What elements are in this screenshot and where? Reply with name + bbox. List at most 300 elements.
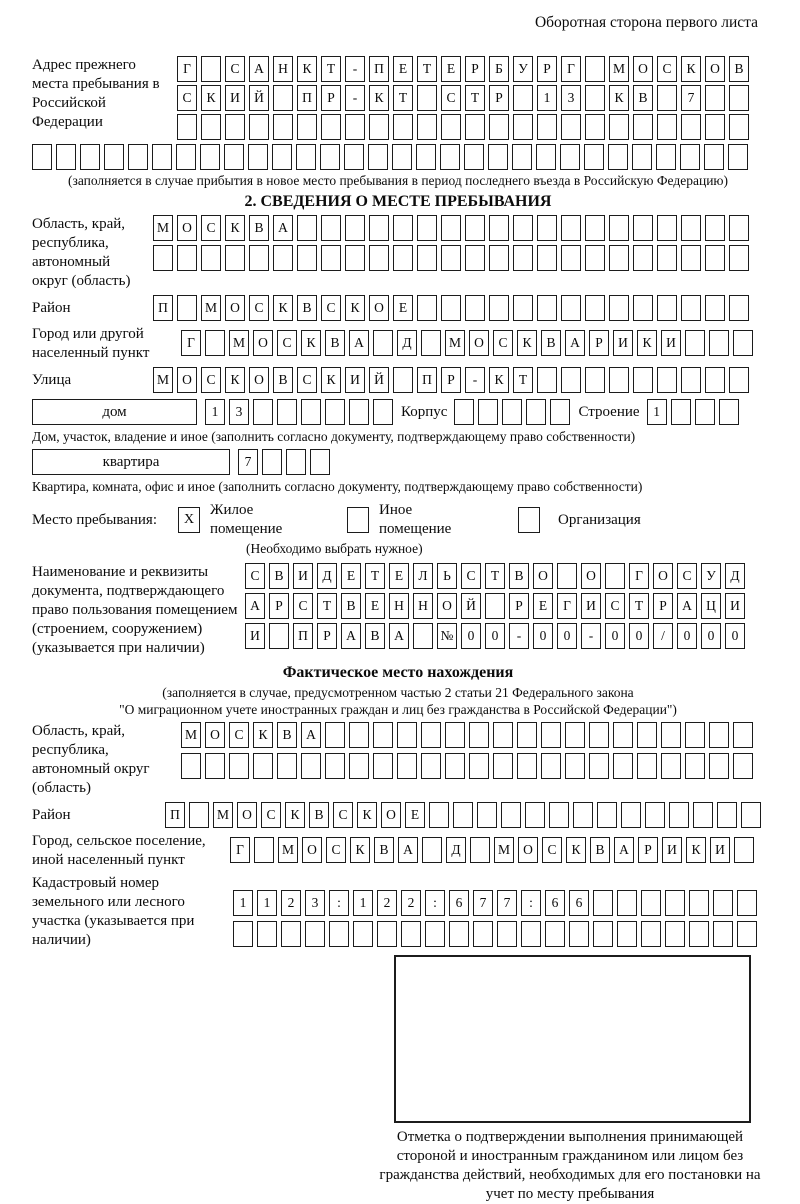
char-cell[interactable]: [329, 921, 349, 947]
char-cell[interactable]: [585, 367, 605, 393]
char-cell[interactable]: Г: [181, 330, 201, 356]
char-cell[interactable]: [657, 245, 677, 271]
char-cell[interactable]: [353, 921, 373, 947]
char-cell[interactable]: [469, 753, 489, 779]
char-cell[interactable]: [537, 367, 557, 393]
char-cell[interactable]: [526, 399, 546, 425]
char-cell[interactable]: 0: [701, 623, 721, 649]
char-cell[interactable]: 3: [305, 890, 325, 916]
char-cell[interactable]: [513, 215, 533, 241]
char-cell[interactable]: [541, 722, 561, 748]
char-cell[interactable]: [656, 144, 676, 170]
char-cell[interactable]: [513, 85, 533, 111]
char-cell[interactable]: И: [662, 837, 682, 863]
char-cell[interactable]: М: [445, 330, 465, 356]
char-cell[interactable]: [489, 245, 509, 271]
char-cell[interactable]: [729, 367, 749, 393]
char-cell[interactable]: М: [201, 295, 221, 321]
char-cell[interactable]: В: [633, 85, 653, 111]
char-cell[interactable]: [417, 85, 437, 111]
char-cell[interactable]: -: [509, 623, 529, 649]
char-cell[interactable]: [189, 802, 209, 828]
char-cell[interactable]: [729, 295, 749, 321]
char-cell[interactable]: [661, 753, 681, 779]
char-cell[interactable]: [637, 722, 657, 748]
char-cell[interactable]: [541, 753, 561, 779]
char-cell[interactable]: [609, 295, 629, 321]
char-cell[interactable]: [344, 144, 364, 170]
char-cell[interactable]: О: [369, 295, 389, 321]
char-cell[interactable]: Т: [465, 85, 485, 111]
char-cell[interactable]: [681, 367, 701, 393]
char-cell[interactable]: [637, 753, 657, 779]
char-cell[interactable]: [325, 722, 345, 748]
char-cell[interactable]: [605, 563, 625, 589]
char-cell[interactable]: С: [441, 85, 461, 111]
char-cell[interactable]: Т: [513, 367, 533, 393]
char-cell[interactable]: [429, 802, 449, 828]
char-cell[interactable]: [128, 144, 148, 170]
char-cell[interactable]: [422, 837, 442, 863]
char-cell[interactable]: Т: [365, 563, 385, 589]
char-cell[interactable]: [705, 114, 725, 140]
char-cell[interactable]: [464, 144, 484, 170]
char-cell[interactable]: [661, 722, 681, 748]
char-cell[interactable]: Б: [489, 56, 509, 82]
char-cell[interactable]: [224, 144, 244, 170]
char-cell[interactable]: 1: [537, 85, 557, 111]
char-cell[interactable]: [608, 144, 628, 170]
char-cell[interactable]: [445, 753, 465, 779]
char-cell[interactable]: [741, 802, 761, 828]
char-cell[interactable]: М: [278, 837, 298, 863]
char-cell[interactable]: [729, 245, 749, 271]
char-cell[interactable]: [393, 245, 413, 271]
char-cell[interactable]: [297, 245, 317, 271]
char-cell[interactable]: И: [245, 623, 265, 649]
char-cell[interactable]: [345, 245, 365, 271]
char-cell[interactable]: [561, 114, 581, 140]
char-cell[interactable]: [733, 330, 753, 356]
char-cell[interactable]: В: [541, 330, 561, 356]
char-cell[interactable]: Р: [489, 85, 509, 111]
char-cell[interactable]: [421, 753, 441, 779]
char-cell[interactable]: [513, 114, 533, 140]
char-cell[interactable]: А: [273, 215, 293, 241]
char-cell[interactable]: Р: [589, 330, 609, 356]
char-cell[interactable]: К: [369, 85, 389, 111]
char-cell[interactable]: 1: [647, 399, 667, 425]
char-cell[interactable]: [273, 85, 293, 111]
char-cell[interactable]: [681, 245, 701, 271]
char-cell[interactable]: О: [705, 56, 725, 82]
char-cell[interactable]: [253, 399, 273, 425]
char-cell[interactable]: [485, 593, 505, 619]
char-cell[interactable]: [681, 295, 701, 321]
char-cell[interactable]: [441, 215, 461, 241]
char-cell[interactable]: [633, 114, 653, 140]
char-cell[interactable]: [349, 753, 369, 779]
char-cell[interactable]: -: [581, 623, 601, 649]
char-cell[interactable]: Л: [413, 563, 433, 589]
char-cell[interactable]: Е: [365, 593, 385, 619]
char-cell[interactable]: /: [653, 623, 673, 649]
char-cell[interactable]: [254, 837, 274, 863]
char-cell[interactable]: Т: [321, 56, 341, 82]
char-cell[interactable]: [393, 114, 413, 140]
char-cell[interactable]: Е: [341, 563, 361, 589]
char-cell[interactable]: Т: [417, 56, 437, 82]
char-cell[interactable]: А: [349, 330, 369, 356]
char-cell[interactable]: [489, 295, 509, 321]
char-cell[interactable]: 2: [281, 890, 301, 916]
char-cell[interactable]: [517, 722, 537, 748]
char-cell[interactable]: Д: [317, 563, 337, 589]
char-cell[interactable]: 7: [681, 85, 701, 111]
char-cell[interactable]: [310, 449, 330, 475]
char-cell[interactable]: Ц: [701, 593, 721, 619]
char-cell[interactable]: [296, 144, 316, 170]
char-cell[interactable]: [565, 753, 585, 779]
char-cell[interactable]: [632, 144, 652, 170]
char-cell[interactable]: С: [201, 367, 221, 393]
char-cell[interactable]: [286, 449, 306, 475]
char-cell[interactable]: [277, 753, 297, 779]
char-cell[interactable]: [373, 399, 393, 425]
char-cell[interactable]: 0: [629, 623, 649, 649]
char-cell[interactable]: У: [701, 563, 721, 589]
char-cell[interactable]: 0: [485, 623, 505, 649]
char-cell[interactable]: [321, 215, 341, 241]
char-cell[interactable]: №: [437, 623, 457, 649]
char-cell[interactable]: :: [425, 890, 445, 916]
char-cell[interactable]: [641, 921, 661, 947]
char-cell[interactable]: С: [245, 563, 265, 589]
char-cell[interactable]: Г: [557, 593, 577, 619]
char-cell[interactable]: [737, 921, 757, 947]
char-cell[interactable]: [733, 722, 753, 748]
char-cell[interactable]: А: [245, 593, 265, 619]
char-cell[interactable]: [517, 753, 537, 779]
char-cell[interactable]: [262, 449, 282, 475]
char-cell[interactable]: [657, 215, 677, 241]
char-cell[interactable]: О: [253, 330, 273, 356]
char-cell[interactable]: [561, 367, 581, 393]
char-cell[interactable]: Й: [369, 367, 389, 393]
char-cell[interactable]: [709, 330, 729, 356]
char-cell[interactable]: [277, 399, 297, 425]
char-cell[interactable]: [441, 245, 461, 271]
char-cell[interactable]: [525, 802, 545, 828]
char-cell[interactable]: [441, 295, 461, 321]
char-cell[interactable]: 0: [557, 623, 577, 649]
char-cell[interactable]: [585, 295, 605, 321]
char-cell[interactable]: 1: [353, 890, 373, 916]
char-cell[interactable]: [609, 367, 629, 393]
char-cell[interactable]: Й: [461, 593, 481, 619]
char-cell[interactable]: [421, 330, 441, 356]
char-cell[interactable]: Е: [441, 56, 461, 82]
char-cell[interactable]: [80, 144, 100, 170]
char-cell[interactable]: [449, 921, 469, 947]
char-cell[interactable]: У: [513, 56, 533, 82]
char-cell[interactable]: [417, 295, 437, 321]
residence-type-checkbox-org[interactable]: [518, 507, 540, 533]
char-cell[interactable]: [501, 802, 521, 828]
char-cell[interactable]: [589, 753, 609, 779]
char-cell[interactable]: Д: [397, 330, 417, 356]
char-cell[interactable]: :: [521, 890, 541, 916]
char-cell[interactable]: [200, 144, 220, 170]
char-cell[interactable]: [201, 114, 221, 140]
char-cell[interactable]: [297, 114, 317, 140]
char-cell[interactable]: [695, 399, 715, 425]
char-cell[interactable]: О: [225, 295, 245, 321]
char-cell[interactable]: [465, 295, 485, 321]
char-cell[interactable]: А: [249, 56, 269, 82]
char-cell[interactable]: В: [729, 56, 749, 82]
char-cell[interactable]: Р: [269, 593, 289, 619]
char-cell[interactable]: Д: [446, 837, 466, 863]
char-cell[interactable]: К: [273, 295, 293, 321]
char-cell[interactable]: П: [165, 802, 185, 828]
char-cell[interactable]: М: [609, 56, 629, 82]
char-cell[interactable]: [248, 144, 268, 170]
char-cell[interactable]: [368, 144, 388, 170]
char-cell[interactable]: С: [249, 295, 269, 321]
char-cell[interactable]: [689, 890, 709, 916]
char-cell[interactable]: Р: [465, 56, 485, 82]
char-cell[interactable]: [729, 85, 749, 111]
char-cell[interactable]: [392, 144, 412, 170]
char-cell[interactable]: К: [345, 295, 365, 321]
char-cell[interactable]: К: [489, 367, 509, 393]
char-cell[interactable]: Н: [413, 593, 433, 619]
char-cell[interactable]: К: [225, 367, 245, 393]
char-cell[interactable]: К: [225, 215, 245, 241]
char-cell[interactable]: О: [437, 593, 457, 619]
char-cell[interactable]: Й: [249, 85, 269, 111]
char-cell[interactable]: [349, 399, 369, 425]
char-cell[interactable]: [493, 722, 513, 748]
char-cell[interactable]: [665, 890, 685, 916]
char-cell[interactable]: [689, 921, 709, 947]
char-cell[interactable]: Н: [389, 593, 409, 619]
char-cell[interactable]: А: [565, 330, 585, 356]
char-cell[interactable]: [617, 890, 637, 916]
char-cell[interactable]: Т: [317, 593, 337, 619]
char-cell[interactable]: [621, 802, 641, 828]
char-cell[interactable]: [609, 215, 629, 241]
char-cell[interactable]: О: [518, 837, 538, 863]
char-cell[interactable]: [709, 753, 729, 779]
char-cell[interactable]: К: [681, 56, 701, 82]
char-cell[interactable]: [325, 399, 345, 425]
char-cell[interactable]: [497, 921, 517, 947]
char-cell[interactable]: В: [297, 295, 317, 321]
char-cell[interactable]: И: [661, 330, 681, 356]
char-cell[interactable]: [373, 330, 393, 356]
char-cell[interactable]: Р: [317, 623, 337, 649]
char-cell[interactable]: С: [277, 330, 297, 356]
char-cell[interactable]: 6: [569, 890, 589, 916]
residence-type-checkbox-zhiloe[interactable]: X: [178, 507, 200, 533]
char-cell[interactable]: [301, 753, 321, 779]
char-cell[interactable]: [417, 215, 437, 241]
char-cell[interactable]: [705, 85, 725, 111]
char-cell[interactable]: С: [493, 330, 513, 356]
char-cell[interactable]: О: [302, 837, 322, 863]
char-cell[interactable]: [201, 56, 221, 82]
char-cell[interactable]: [585, 215, 605, 241]
char-cell[interactable]: 0: [533, 623, 553, 649]
char-cell[interactable]: К: [637, 330, 657, 356]
char-cell[interactable]: П: [153, 295, 173, 321]
char-cell[interactable]: [153, 245, 173, 271]
char-cell[interactable]: 6: [449, 890, 469, 916]
char-cell[interactable]: [737, 890, 757, 916]
char-cell[interactable]: [152, 144, 172, 170]
char-cell[interactable]: :: [329, 890, 349, 916]
char-cell[interactable]: [561, 245, 581, 271]
char-cell[interactable]: [729, 215, 749, 241]
char-cell[interactable]: 6: [545, 890, 565, 916]
char-cell[interactable]: В: [365, 623, 385, 649]
char-cell[interactable]: 7: [497, 890, 517, 916]
char-cell[interactable]: [465, 245, 485, 271]
char-cell[interactable]: [617, 921, 637, 947]
char-cell[interactable]: Т: [485, 563, 505, 589]
char-cell[interactable]: [345, 114, 365, 140]
char-cell[interactable]: О: [533, 563, 553, 589]
char-cell[interactable]: [301, 399, 321, 425]
char-cell[interactable]: [557, 563, 577, 589]
char-cell[interactable]: [465, 114, 485, 140]
char-cell[interactable]: [537, 215, 557, 241]
char-cell[interactable]: 3: [561, 85, 581, 111]
char-cell[interactable]: [369, 245, 389, 271]
char-cell[interactable]: [717, 802, 737, 828]
char-cell[interactable]: О: [237, 802, 257, 828]
char-cell[interactable]: 1: [233, 890, 253, 916]
char-cell[interactable]: [585, 85, 605, 111]
char-cell[interactable]: В: [249, 215, 269, 241]
char-cell[interactable]: [705, 215, 725, 241]
char-cell[interactable]: [440, 144, 460, 170]
char-cell[interactable]: [560, 144, 580, 170]
char-cell[interactable]: [657, 295, 677, 321]
char-cell[interactable]: И: [581, 593, 601, 619]
char-cell[interactable]: Г: [629, 563, 649, 589]
char-cell[interactable]: Т: [393, 85, 413, 111]
char-cell[interactable]: [104, 144, 124, 170]
char-cell[interactable]: [633, 295, 653, 321]
char-cell[interactable]: [320, 144, 340, 170]
char-cell[interactable]: К: [350, 837, 370, 863]
char-cell[interactable]: -: [345, 56, 365, 82]
char-cell[interactable]: Р: [653, 593, 673, 619]
char-cell[interactable]: [416, 144, 436, 170]
char-cell[interactable]: [493, 753, 513, 779]
char-cell[interactable]: [272, 144, 292, 170]
char-cell[interactable]: О: [249, 367, 269, 393]
char-cell[interactable]: Г: [561, 56, 581, 82]
char-cell[interactable]: С: [297, 367, 317, 393]
char-cell[interactable]: С: [333, 802, 353, 828]
char-cell[interactable]: [465, 215, 485, 241]
char-cell[interactable]: [733, 753, 753, 779]
char-cell[interactable]: Т: [629, 593, 649, 619]
char-cell[interactable]: [561, 215, 581, 241]
char-cell[interactable]: [685, 722, 705, 748]
char-cell[interactable]: [609, 245, 629, 271]
char-cell[interactable]: [705, 245, 725, 271]
char-cell[interactable]: [665, 921, 685, 947]
char-cell[interactable]: [585, 56, 605, 82]
char-cell[interactable]: О: [177, 215, 197, 241]
char-cell[interactable]: [297, 215, 317, 241]
char-cell[interactable]: [657, 367, 677, 393]
char-cell[interactable]: [321, 114, 341, 140]
char-cell[interactable]: О: [205, 722, 225, 748]
char-cell[interactable]: [273, 245, 293, 271]
char-cell[interactable]: П: [293, 623, 313, 649]
char-cell[interactable]: Е: [405, 802, 425, 828]
char-cell[interactable]: [565, 722, 585, 748]
char-cell[interactable]: [641, 890, 661, 916]
char-cell[interactable]: [257, 921, 277, 947]
char-cell[interactable]: [453, 802, 473, 828]
char-cell[interactable]: [680, 144, 700, 170]
char-cell[interactable]: [377, 921, 397, 947]
char-cell[interactable]: К: [609, 85, 629, 111]
char-cell[interactable]: Н: [273, 56, 293, 82]
char-cell[interactable]: [488, 144, 508, 170]
char-cell[interactable]: В: [325, 330, 345, 356]
char-cell[interactable]: М: [213, 802, 233, 828]
char-cell[interactable]: [345, 215, 365, 241]
char-cell[interactable]: К: [285, 802, 305, 828]
char-cell[interactable]: [669, 802, 689, 828]
char-cell[interactable]: И: [613, 330, 633, 356]
char-cell[interactable]: [502, 399, 522, 425]
char-cell[interactable]: С: [677, 563, 697, 589]
char-cell[interactable]: [713, 921, 733, 947]
char-cell[interactable]: О: [633, 56, 653, 82]
char-cell[interactable]: [225, 114, 245, 140]
char-cell[interactable]: 7: [473, 890, 493, 916]
char-cell[interactable]: М: [181, 722, 201, 748]
char-cell[interactable]: -: [465, 367, 485, 393]
char-cell[interactable]: [573, 802, 593, 828]
char-cell[interactable]: М: [229, 330, 249, 356]
char-cell[interactable]: [425, 921, 445, 947]
char-cell[interactable]: [729, 114, 749, 140]
char-cell[interactable]: В: [277, 722, 297, 748]
char-cell[interactable]: А: [389, 623, 409, 649]
char-cell[interactable]: [681, 114, 701, 140]
char-cell[interactable]: [584, 144, 604, 170]
char-cell[interactable]: Г: [177, 56, 197, 82]
char-cell[interactable]: [269, 623, 289, 649]
char-cell[interactable]: [253, 753, 273, 779]
char-cell[interactable]: [537, 295, 557, 321]
char-cell[interactable]: К: [686, 837, 706, 863]
char-cell[interactable]: О: [381, 802, 401, 828]
char-cell[interactable]: [470, 837, 490, 863]
char-cell[interactable]: [201, 245, 221, 271]
char-cell[interactable]: [349, 722, 369, 748]
